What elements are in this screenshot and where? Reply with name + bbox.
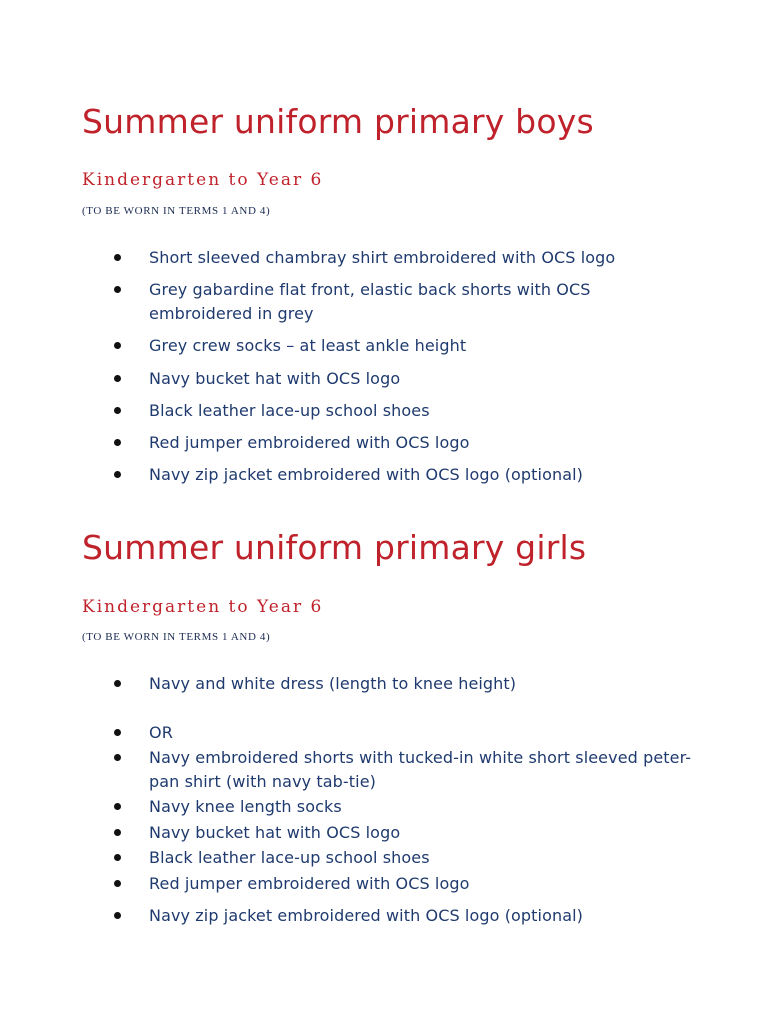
list-item-text: Red jumper embroidered with OCS logo bbox=[149, 433, 470, 452]
bullet-icon bbox=[114, 254, 121, 261]
list-item-text: Black leather lace-up school shoes bbox=[149, 848, 430, 867]
bullet-icon bbox=[114, 912, 121, 919]
list-item-text: Navy bucket hat with OCS logo bbox=[149, 823, 401, 842]
list-item-text: Short sleeved chambray shirt embroidered with OCS logo bbox=[149, 248, 616, 267]
list-item bbox=[114, 399, 694, 423]
bullet-icon bbox=[114, 439, 121, 446]
list-item-text: Black leather lace-up school shoes bbox=[149, 401, 430, 420]
bullet-icon bbox=[114, 375, 121, 382]
list-item bbox=[114, 746, 694, 794]
bullet-icon bbox=[114, 471, 121, 478]
list-item bbox=[114, 904, 694, 928]
boys-section-title: Summer uniform primary boys bbox=[82, 102, 594, 141]
list-item bbox=[114, 821, 694, 845]
list-item bbox=[114, 872, 694, 896]
bullet-icon bbox=[114, 754, 121, 761]
list-item bbox=[114, 431, 694, 455]
list-item-text: Navy zip jacket embroidered with OCS logo (optional) bbox=[149, 465, 584, 484]
list-item-text: Navy embroidered shorts with tucked-in white short sleeved peter-pan shirt (with navy tab-tie) bbox=[149, 748, 692, 791]
bullet-icon bbox=[114, 407, 121, 414]
bullet-icon bbox=[114, 854, 121, 861]
list-item-text: Navy zip jacket embroidered with OCS logo (optional) bbox=[149, 906, 584, 925]
list-item-text: Navy knee length socks bbox=[149, 797, 342, 816]
list-item bbox=[114, 721, 694, 745]
list-item-text: OR bbox=[149, 723, 173, 742]
list-item bbox=[114, 246, 694, 270]
girls-section-title: Summer uniform primary girls bbox=[82, 528, 587, 567]
list-item-text: Navy and white dress (length to knee height) bbox=[149, 674, 517, 693]
list-item bbox=[114, 846, 694, 870]
boys-terms-note: (TO BE WORN IN TERMS 1 AND 4) bbox=[82, 205, 271, 217]
bullet-icon bbox=[114, 803, 121, 810]
list-item bbox=[114, 278, 674, 326]
list-item-text: Red jumper embroidered with OCS logo bbox=[149, 874, 470, 893]
bullet-icon bbox=[114, 829, 121, 836]
bullet-icon bbox=[114, 342, 121, 349]
bullet-icon bbox=[114, 286, 121, 293]
bullet-icon bbox=[114, 729, 121, 736]
list-item-text: Grey crew socks – at least ankle height bbox=[149, 336, 467, 355]
girls-terms-note: (TO BE WORN IN TERMS 1 AND 4) bbox=[82, 631, 271, 643]
boys-grade-range: Kindergarten to Year 6 bbox=[82, 170, 324, 190]
bullet-icon bbox=[114, 680, 121, 687]
girls-grade-range: Kindergarten to Year 6 bbox=[82, 597, 324, 617]
list-item bbox=[114, 795, 694, 819]
list-item bbox=[114, 463, 694, 487]
bullet-icon bbox=[114, 880, 121, 887]
list-item bbox=[114, 672, 694, 696]
list-item bbox=[114, 334, 694, 358]
list-item bbox=[114, 367, 694, 391]
list-item-text: Grey gabardine flat front, elastic back shorts with OCS embroidered in grey bbox=[149, 280, 591, 323]
list-item-text: Navy bucket hat with OCS logo bbox=[149, 369, 401, 388]
